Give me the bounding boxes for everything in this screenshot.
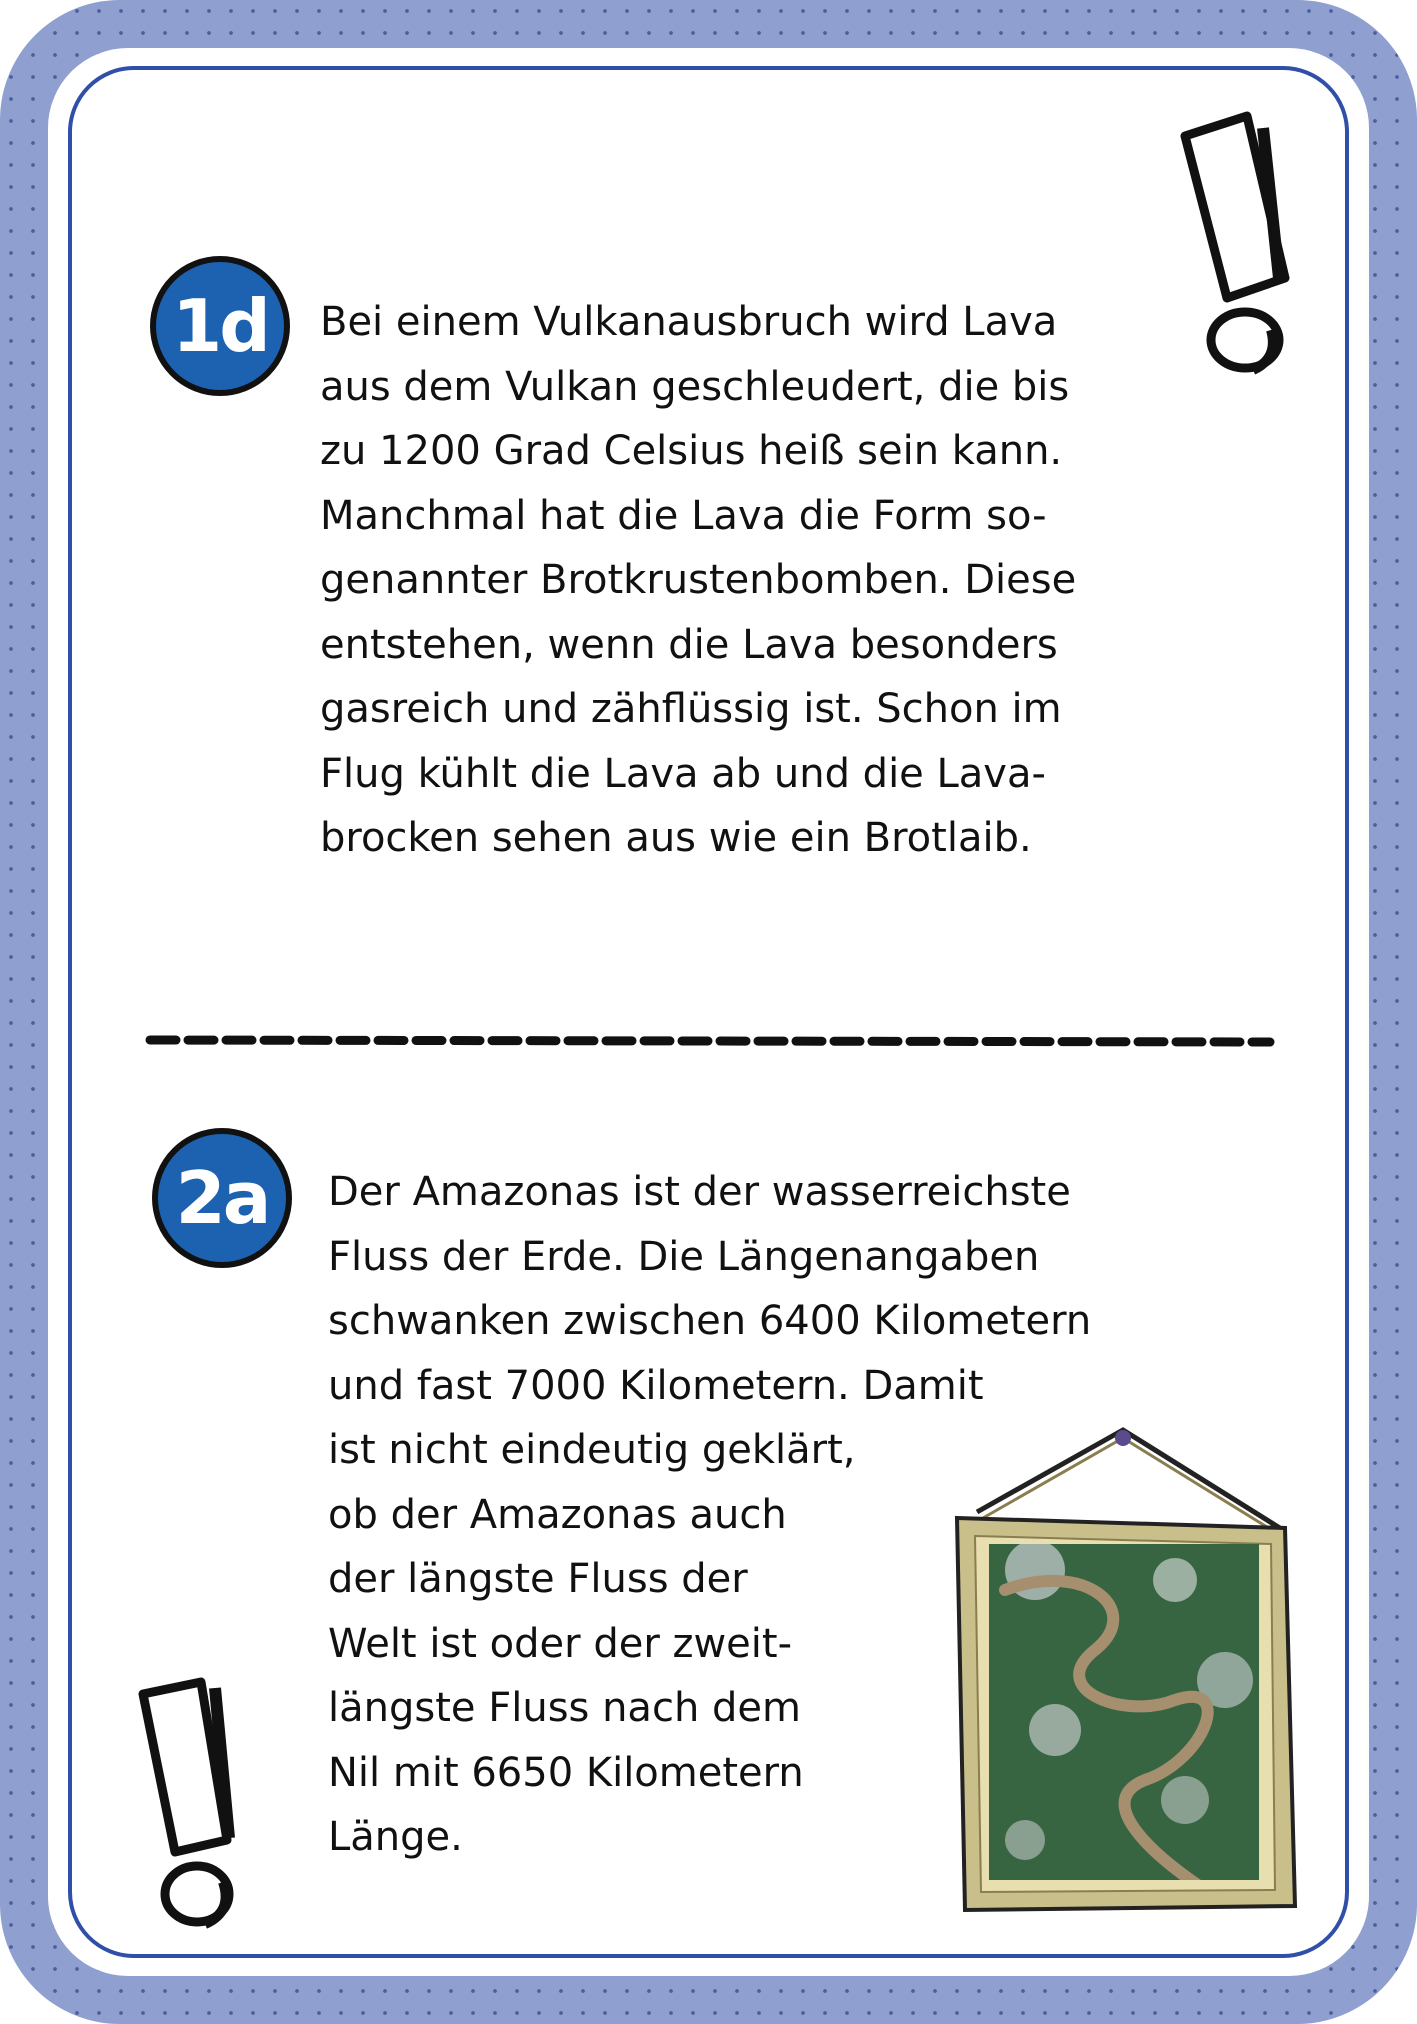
- badge-2a: [152, 1128, 292, 1268]
- amazon-river-photo: [945, 1420, 1305, 1920]
- text-line: längste Fluss nach dem: [328, 1685, 801, 1731]
- text-line: zu 1200 Grad Celsius heiß sein kann.: [320, 428, 1063, 474]
- badge-label: 1d: [172, 284, 268, 368]
- text-line: der längste Fluss der: [328, 1556, 748, 1602]
- text-line: Manchmal hat die Lava die Form so-: [320, 492, 1047, 539]
- exclamation-mark-icon: [135, 1672, 245, 1932]
- text-line: ob der Amazonas auch: [328, 1491, 787, 1538]
- badge-1d: [150, 256, 290, 396]
- text-line: genannter Brotkrustenbomben. Diese: [320, 557, 1077, 603]
- text-line: Der Amazonas ist der wasserreichste: [328, 1169, 1071, 1215]
- text-line: entstehen, wenn die Lava besonders: [320, 621, 1058, 668]
- text-line: brocken sehen aus wie ein Brotlaib.: [320, 815, 1032, 861]
- text-line: Nil mit 6650 Kilometern: [328, 1749, 804, 1796]
- text-line: ist nicht eindeutig geklärt,: [328, 1427, 856, 1473]
- badge-label: 2a: [175, 1156, 269, 1240]
- exclamation-mark-icon: [1175, 108, 1295, 378]
- text-line: Flug kühlt die Lava ab und die Lava-: [320, 750, 1046, 797]
- text-line: Bei einem Vulkanausbruch wird Lava: [320, 299, 1058, 345]
- text-line: und fast 7000 Kilometern. Damit: [328, 1362, 984, 1409]
- text-line: Fluss der Erde. Die Längenangaben: [328, 1233, 1040, 1280]
- dashed-divider: [145, 1020, 1275, 1060]
- section1-text: [320, 290, 1076, 871]
- text-line: Länge.: [328, 1814, 463, 1860]
- text-line: gasreich und zähflüssig ist. Schon im: [320, 686, 1062, 732]
- text-line: Welt ist oder der zweit-: [328, 1620, 793, 1667]
- text-line: schwanken zwischen 6400 Kilometern: [328, 1298, 1092, 1344]
- text-line: aus dem Vulkan geschleudert, die bis: [320, 363, 1070, 410]
